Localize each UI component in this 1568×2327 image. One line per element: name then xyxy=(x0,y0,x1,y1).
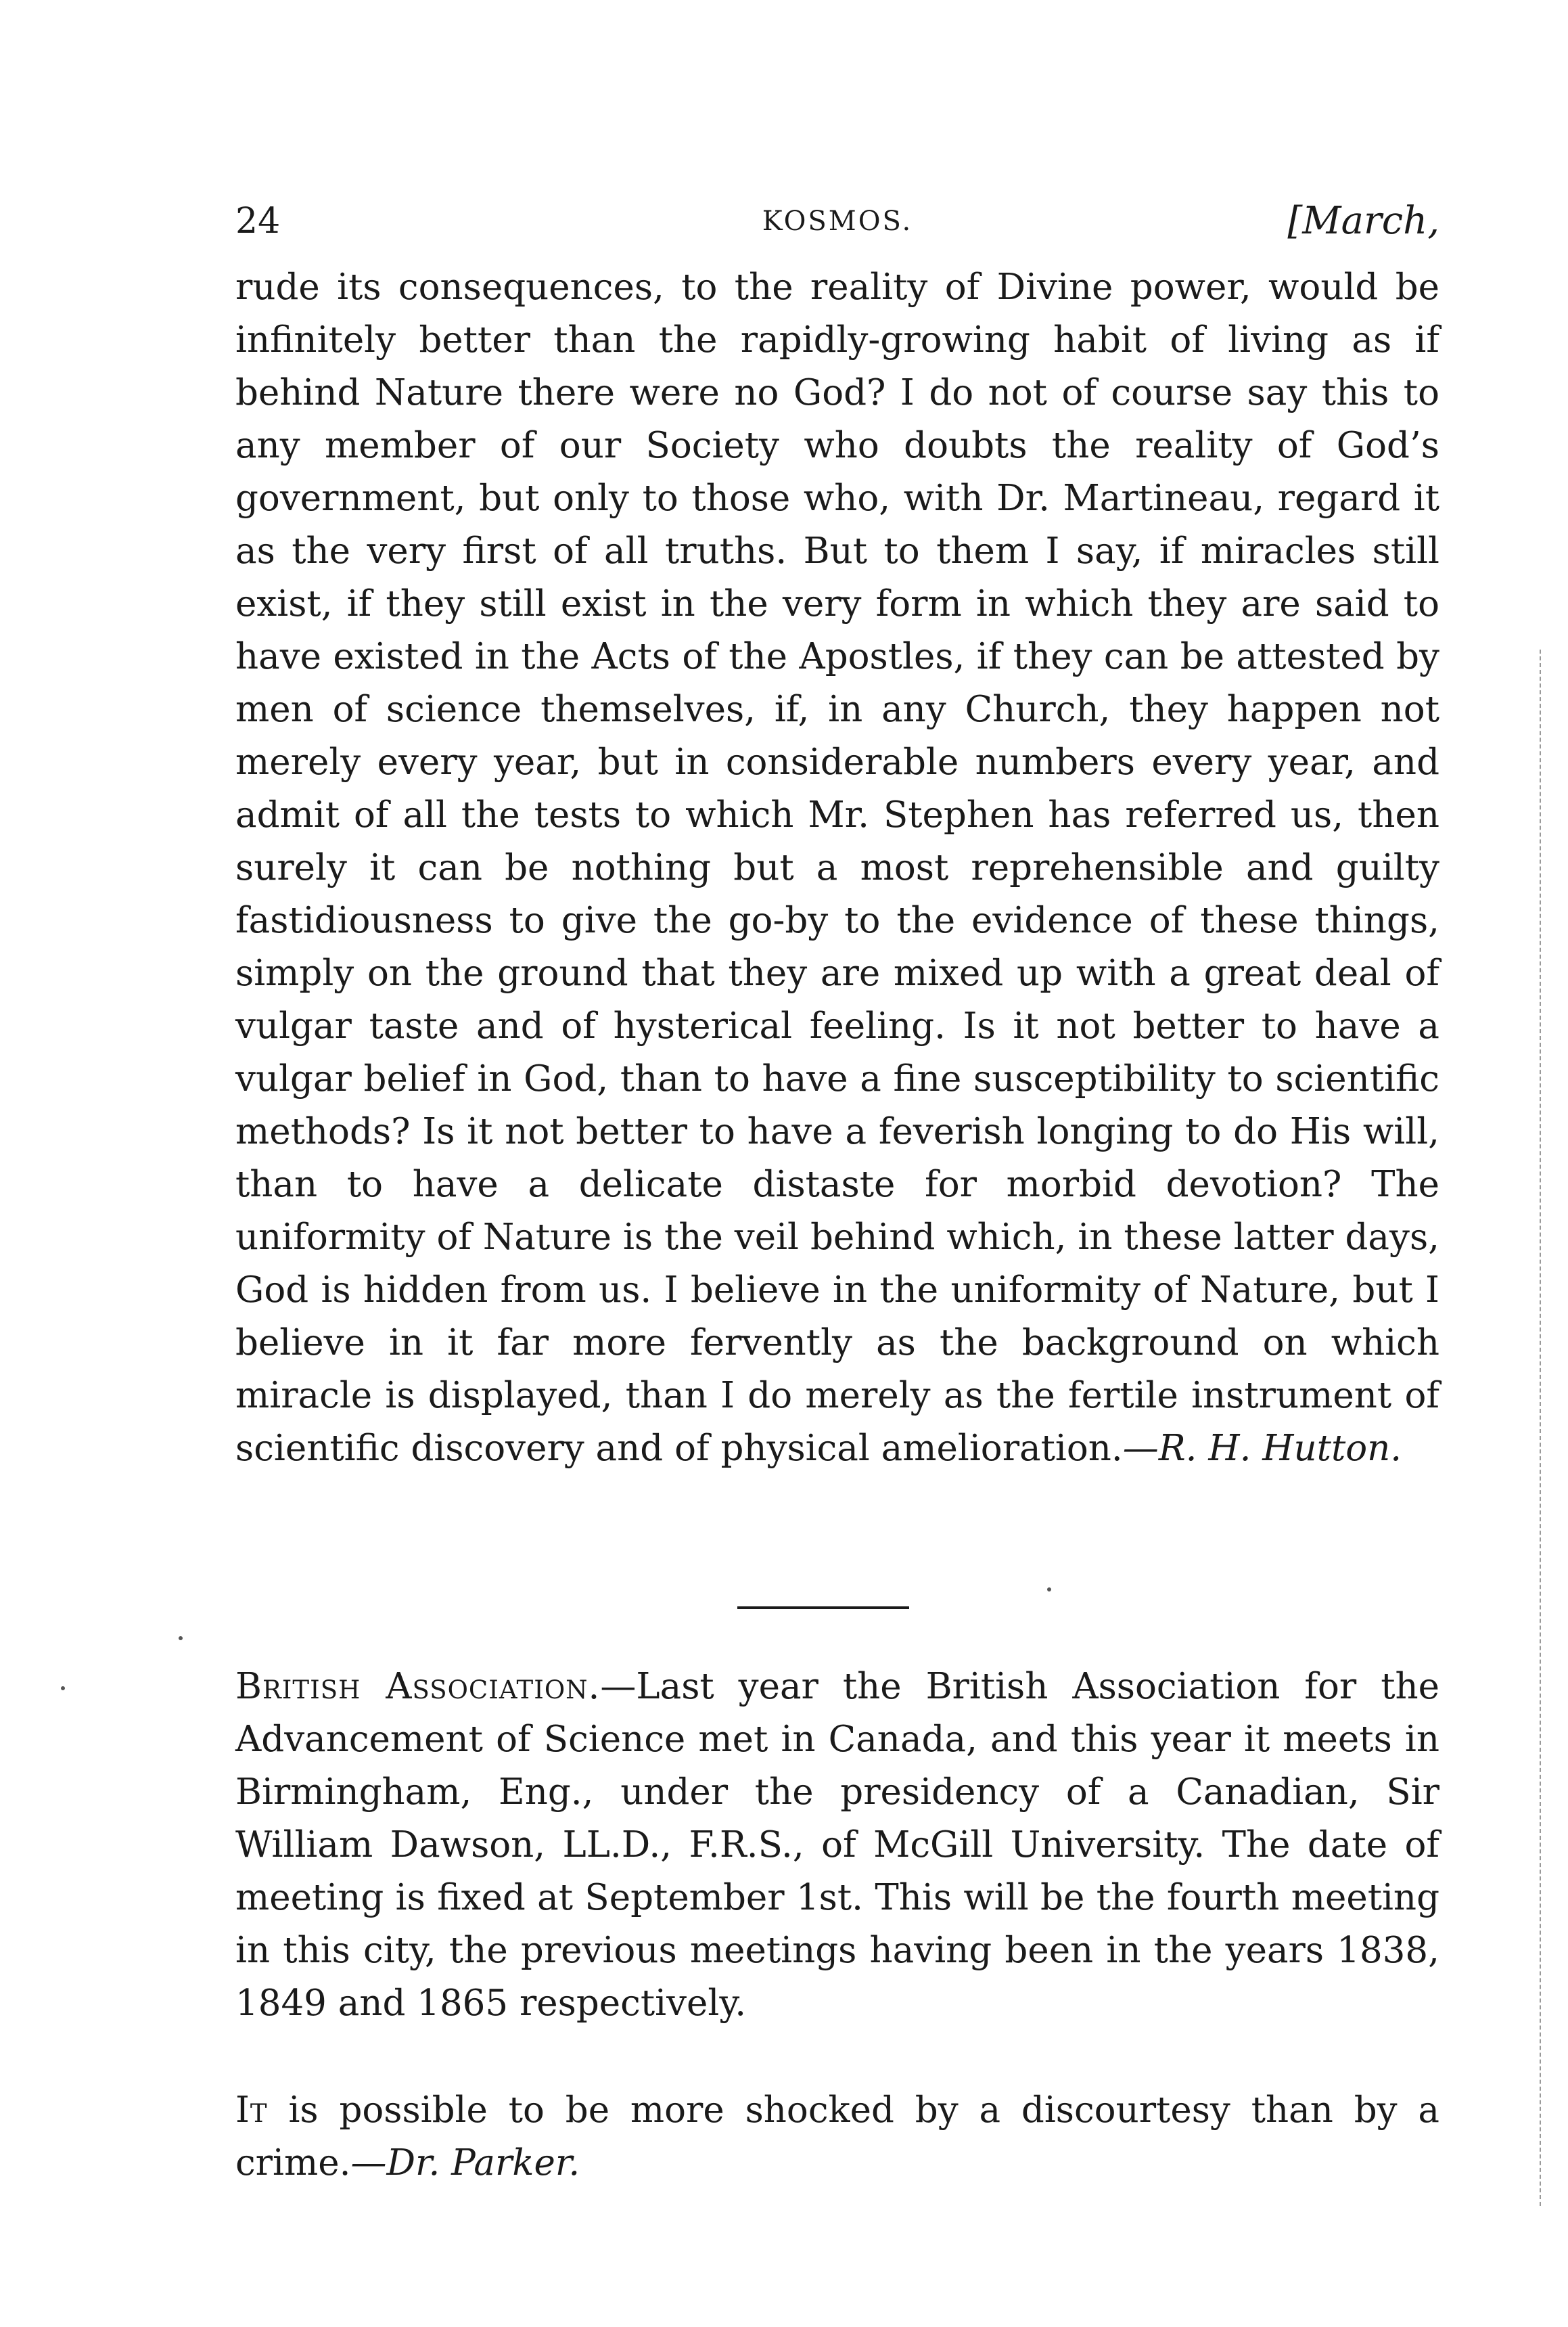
running-header xyxy=(235,191,1439,252)
journal-title: KOSMOS. xyxy=(762,206,913,237)
scan-speck xyxy=(61,1686,65,1690)
parker-quote xyxy=(235,2084,1439,2219)
british-association-heading: British Association. xyxy=(235,1666,601,1707)
parker-quote-body: is possible to be more shocked by a discourtesy than by a crime. xyxy=(235,2089,1439,2184)
parker-attribution: —Dr. Parker. xyxy=(350,2142,580,2184)
hutton-article xyxy=(235,261,1439,1581)
british-association-body: —Last year the British Association for the Advancement of Science met in Canada, and this year it meets in Birmingham, Eng., under the presidency of a Canadian, Sir William Dawson, LL.D., F.R.S., of McGill University. The date of meeting is fixed at September 1st. This will be the fourth meeting in this city, the previous meetings having been in the years 1838, 1849 and 1865 respectively. xyxy=(235,1666,1439,2024)
issue-month: [March, xyxy=(1287,199,1439,243)
british-association-article xyxy=(235,1660,1439,2039)
scan-speck xyxy=(179,1636,183,1640)
parker-quote-lead: It xyxy=(235,2089,268,2131)
scan-speck xyxy=(1047,1587,1051,1591)
page-number: 24 xyxy=(235,201,281,242)
hutton-article-body: rude its consequences, to the reality of Divine power, would be infinitely better than the rapidly-growing habit of living as if behind Nature there were no God? I do not of course say this to any member of our Society who doubts the reality of God’s government, but only to those who, with Dr. Martineau, regard it as the very first of all truths. But to them I say, if miracles still exist, if they still exist in the very form in which they are said to have existed in the Acts of the Apostles, if they can be attested by men of science themselves, if, in any Church, they happen not merely every year, but in considerable numbers every year, and admit of all the tests to which Mr. Stephen has referred us, then surely it can be nothing but a most reprehensible and guilty fastidiousness to give the go-by to the evidence of these things, simply on the ground that they are mixed up with a great deal of vulgar taste and of hysterical feeling. Is it not better to have a vulgar belief in God, than to have a fine susceptibility to scientific methods? Is it not better to have a feverish longing to do His will, than to have a delicate distaste for morbid devotion? The uniformity of Nature is the veil behind which, in these latter days, God is hidden from us. I believe in the uniformity of Nature, but I believe in it far more fervently as the background on which miracle is displayed, than I do merely as the fertile instrument of scientific discovery and of physical amelioration. xyxy=(235,267,1439,1469)
section-divider xyxy=(737,1606,909,1609)
hutton-attribution: —R. H. Hutton. xyxy=(1122,1428,1402,1469)
binding-edge-mark xyxy=(1540,650,1541,2206)
